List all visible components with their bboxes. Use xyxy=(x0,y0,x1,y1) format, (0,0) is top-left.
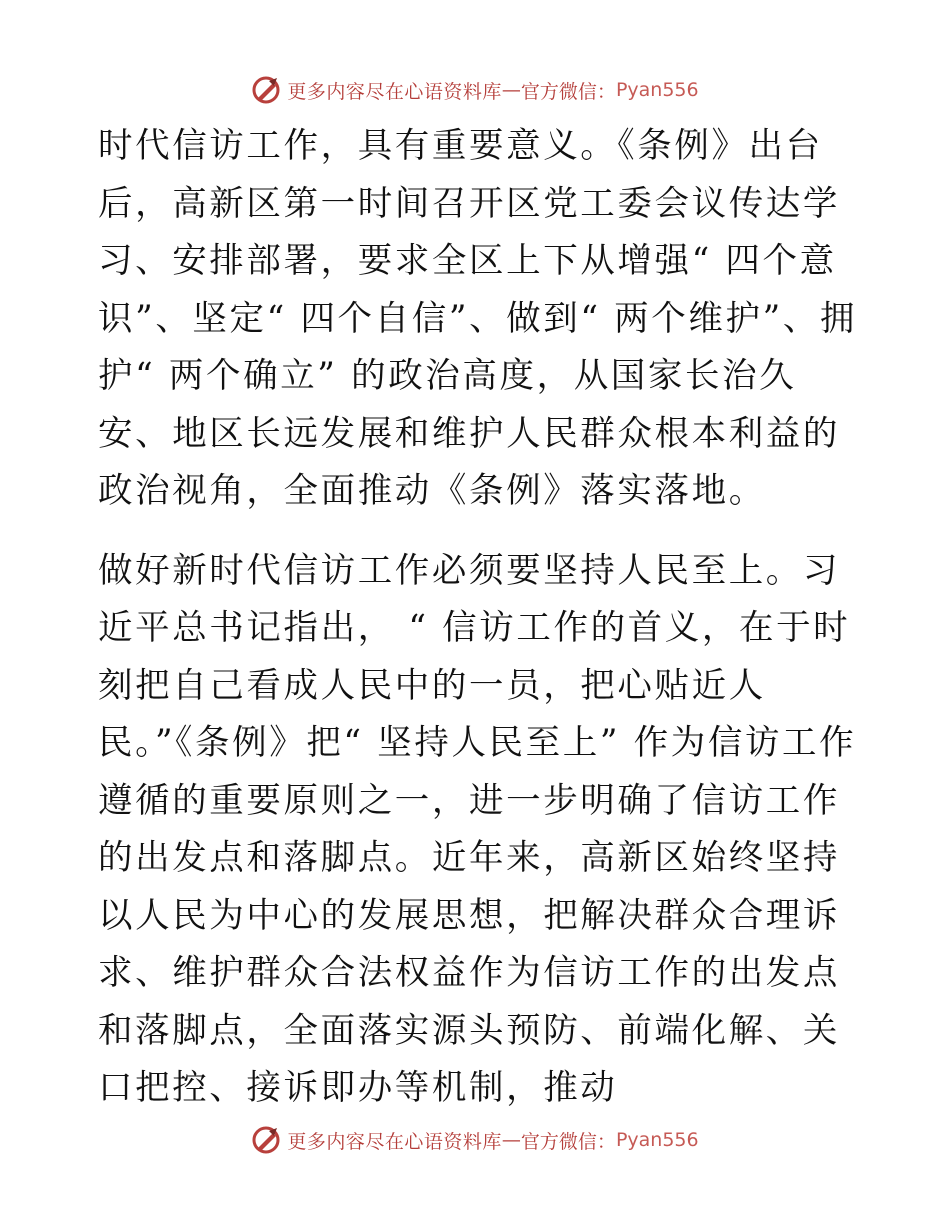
brush-logo-icon xyxy=(251,75,281,105)
brush-logo-icon xyxy=(251,1125,281,1155)
watermark-text: 更多内容尽在心语资料库 xyxy=(287,1130,502,1153)
watermark-wechat-label: 官方微信： xyxy=(520,1130,616,1153)
watermark-text: 更多内容尽在心语资料库 xyxy=(287,80,502,103)
watermark-wechat-id: Pyan556 xyxy=(615,1129,699,1151)
header-watermark xyxy=(0,70,950,110)
paragraph-2: 做好新时代信访工作必须要坚持人民至上。习近平总书记指出， “ 信访工作的首义，在于时刻把自己看成人民中的一员，把心贴近人民。”《条例》把“ 坚持人民至上” 作为信访工作遵循的重要原则之一，进一步明确了信访工作的出发点和落脚点。近年来，高新区始终坚持以人民为中心的发展思想，把解决群众合理诉求、维护群众合法权益作为信访工作的出发点和落脚点，全面落实源头预防、前端化解、关口把控、接诉即办等机制，推动 xyxy=(98,550,857,1108)
document-body xyxy=(98,118,858,1118)
watermark-wechat-id: Pyan556 xyxy=(615,79,699,101)
watermark-dash: — xyxy=(501,79,521,101)
watermark-wechat-label: 官方微信： xyxy=(520,80,616,103)
footer-watermark xyxy=(0,1120,950,1160)
watermark-dash: — xyxy=(501,1129,521,1151)
paragraph-1: 时代信访工作，具有重要意义。《条例》出台后，高新区第一时间召开区党工委会议传达学习、安排部署，要求全区上下从增强“ 四个意识”、坚定“ 四个自信”、做到“ 两个维护”、拥护“ 两个确立” 的政治高度，从国家长治久安、地区长远发展和维护人民群众根本利益的政治视角，全面推动《条例》落实落地。 xyxy=(98,126,858,511)
